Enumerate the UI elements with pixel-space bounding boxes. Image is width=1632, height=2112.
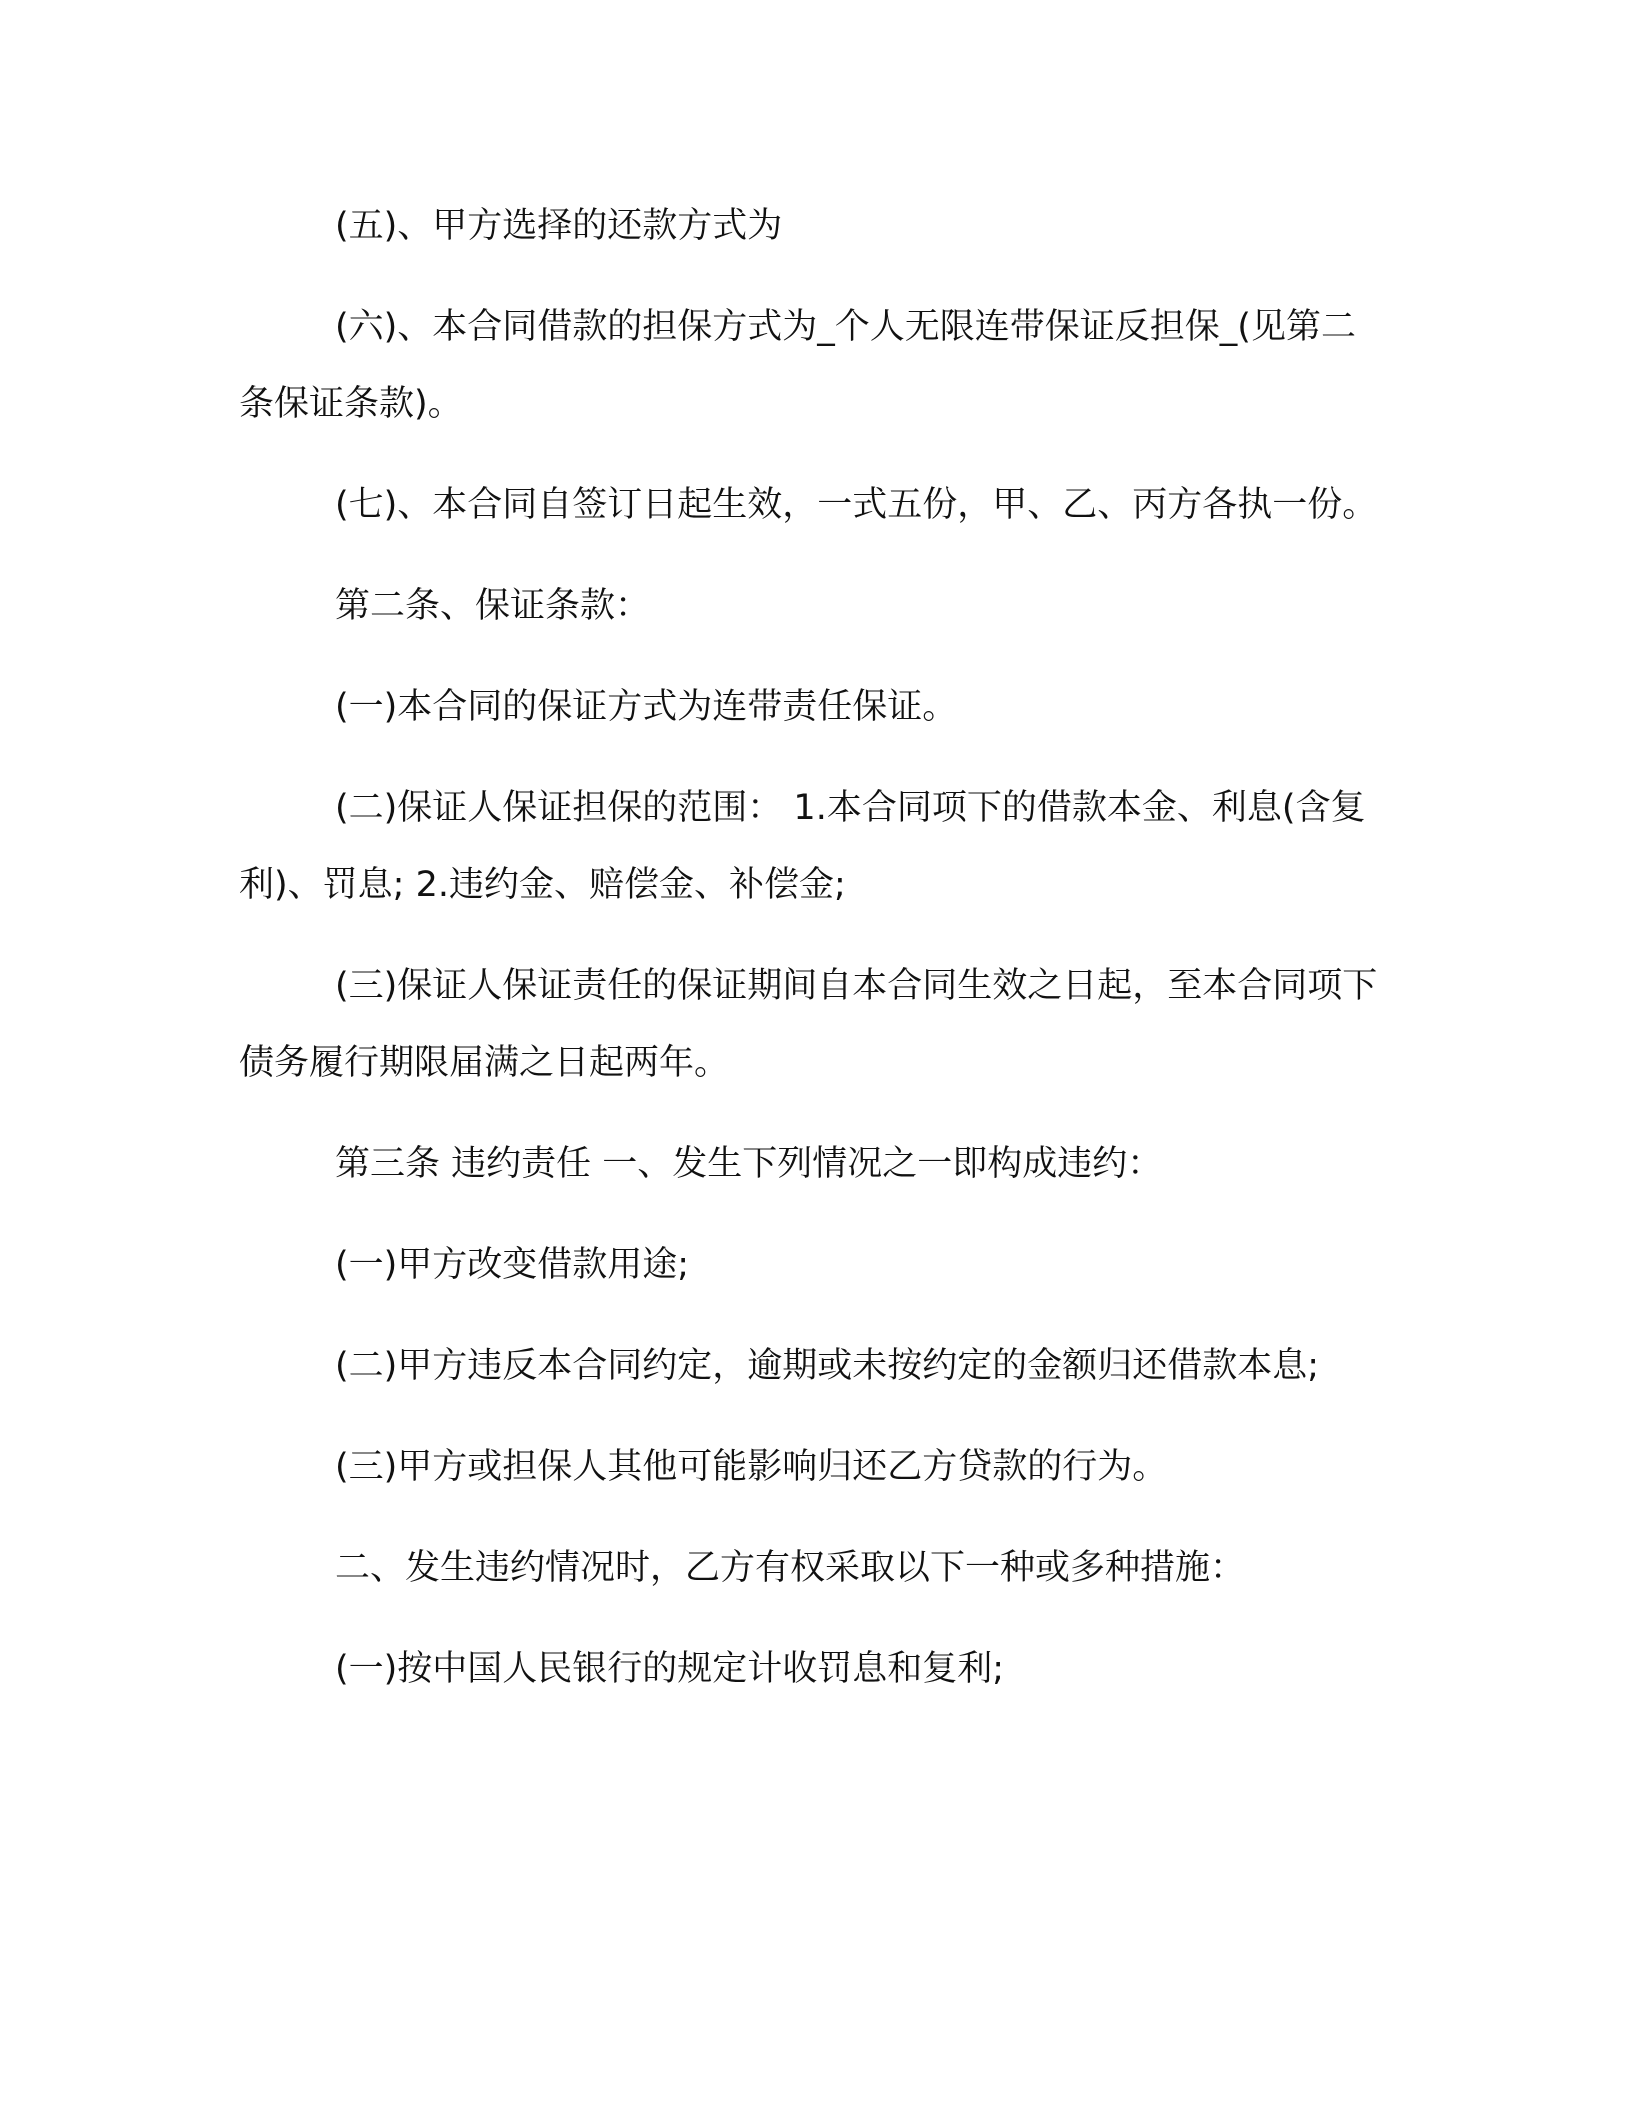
heading-article-two: 第二条、保证条款： (335, 586, 651, 626)
paragraph-breach-3: (三)甲方或担保人其他可能影响归还乙方贷款的行为。 (335, 1447, 1168, 1487)
paragraph-effectiveness: (七)、本合同自签订日起生效，一式五份，甲、乙、丙方各执一份。 (335, 485, 1378, 525)
paragraph-breach-2: (二)甲方违反本合同约定，逾期或未按约定的金额归还借款本息; (335, 1346, 1320, 1386)
paragraph-guarantee-scope: (二)保证人保证担保的范围： 1.本合同项下的借款本金、利息(含复利)、罚息; 2.违约金、赔偿金、补偿金; (239, 788, 1366, 905)
paragraph-repayment-method: (五)、甲方选择的还款方式为 (335, 206, 783, 246)
heading-article-three: 第三条 违约责任 一、发生下列情况之一即构成违约： (335, 1144, 1163, 1184)
paragraph-remedies-intro: 二、发生违约情况时，乙方有权采取以下一种或多种措施： (335, 1548, 1246, 1588)
document-body (239, 188, 1389, 1708)
paragraph-guarantee-method: (六)、本合同借款的担保方式为_个人无限连带保证反担保_(见第二条保证条款)。 (239, 307, 1356, 424)
paragraph-remedy-1: (一)按中国人民银行的规定计收罚息和复利; (335, 1649, 1005, 1689)
paragraph-guarantee-period: (三)保证人保证责任的保证期间自本合同生效之日起，至本合同项下债务履行期限届满之日起两年。 (239, 966, 1378, 1083)
paragraph-breach-1: (一)甲方改变借款用途; (335, 1245, 690, 1285)
paragraph-guarantee-type: (一)本合同的保证方式为连带责任保证。 (335, 687, 958, 727)
